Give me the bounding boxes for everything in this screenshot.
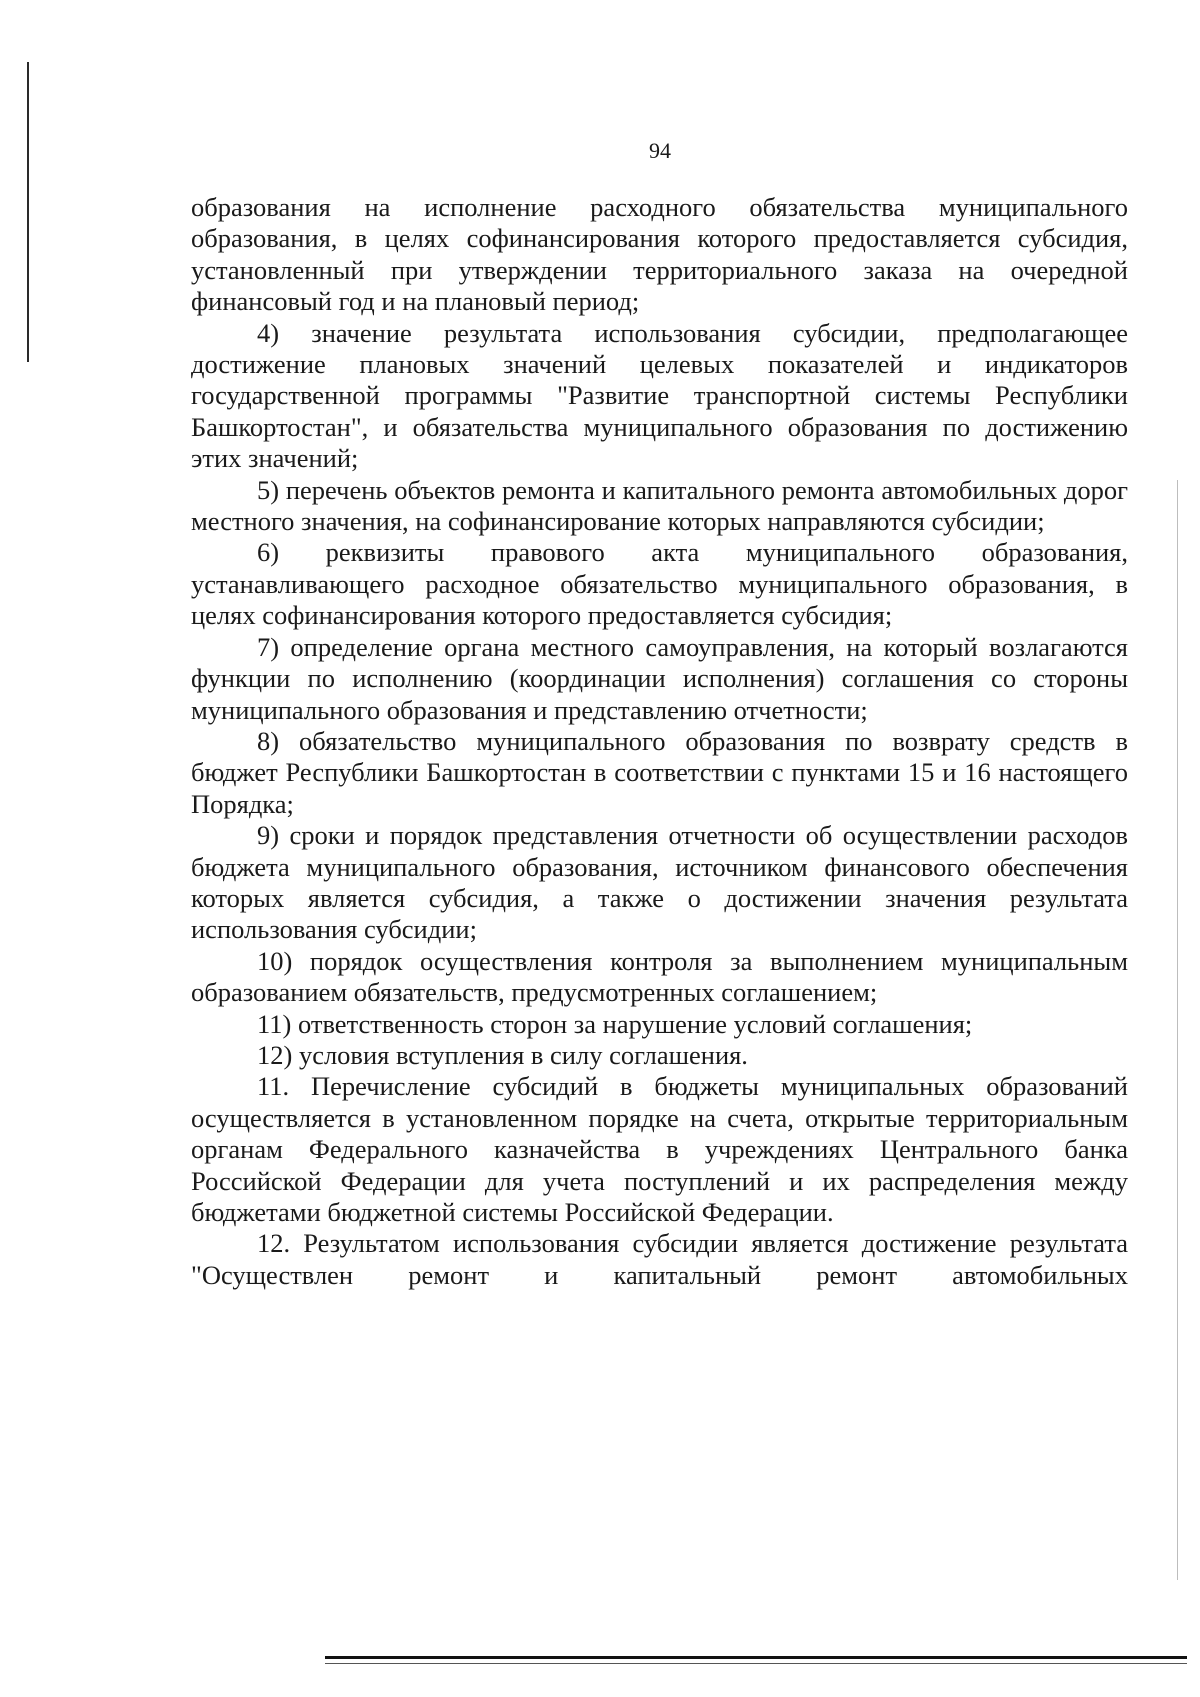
list-item-11: 11) ответственность сторон за нарушение условий соглашения; <box>257 1008 973 1039</box>
page-number: 94 <box>649 138 671 163</box>
list-item-8: 8) обязательство муниципального образования по возврату средств в бюджет Республики Башкортостан в соответствии с пунктами 15 и 16 настоящего Порядка; <box>191 725 1128 819</box>
scan-right-edge-mark <box>1177 480 1178 1580</box>
paragraph-continuation: образования на исполнение расходного обязательства муниципального образования, в целях софинансирования которого предоставляется субсидия, установленный при утверждении территориального заказа на очередной финансовый год и на плановый период; <box>191 192 1128 317</box>
scan-left-edge-mark <box>27 62 29 362</box>
list-item-4: 4) значение результата использования субсидии, предполагающее достижение плановых значений целевых показателей и индикаторов государственной программы "Развитие транспортной системы Республики Башкортостан", и обязательства муниципального образования по достижению этих значений; <box>191 317 1128 474</box>
list-item-5: 5) перечень объектов ремонта и капитального ремонта автомобильных дорог местного значения, на софинансирование которых направляются субсидии; <box>191 474 1128 537</box>
list-item-9: 9) сроки и порядок представления отчетности об осуществлении расходов бюджета муниципального образования, источником финансового обеспечения которых является субсидия, а также о достижении значения результата использования субсидии; <box>191 820 1128 945</box>
section-point-12: 12. Результатом использования субсидии является достижение результата "Осуществлен ремонт и капитальный ремонт автомобильных <box>191 1228 1128 1290</box>
document-body <box>191 192 1128 1291</box>
section-point-11: 11. Перечисление субсидий в бюджеты муниципальных образований осуществляется в установленном порядке на счета, открытые территориальным органам Федерального казначейства в учреждениях Центрального банка Российской Федерации для учета поступлений и их распределения между бюджетами бюджетной системы Российской Федерации. <box>191 1071 1128 1227</box>
list-item-12: 12) условия вступления в силу соглашения. <box>257 1039 748 1070</box>
bottom-rule <box>325 1656 1187 1659</box>
list-item-6: 6) реквизиты правового акта муниципального образования, устанавливающего расходное обязательство муниципального образования, в целях софинансирования которого предоставляется субсидия; <box>191 537 1128 631</box>
list-item-10: 10) порядок осуществления контроля за выполнением муниципальным образованием обязательств, предусмотренных соглашением; <box>191 945 1128 1008</box>
bottom-rule-thin <box>325 1663 1187 1664</box>
list-item-7: 7) определение органа местного самоуправления, на который возлагаются функции по исполнению (координации исполнения) соглашения со стороны муниципального образования и представлению отчетности; <box>191 631 1128 725</box>
